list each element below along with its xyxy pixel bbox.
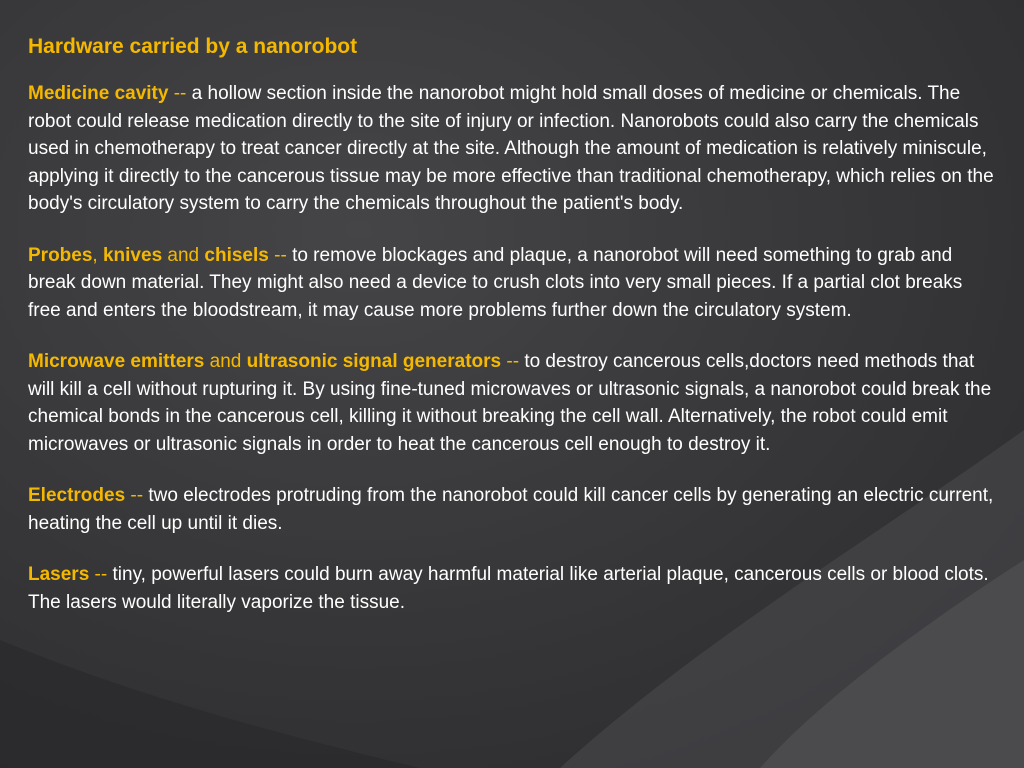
- paragraph-text: to destroy cancerous cells,doctors need methods that will kill a cell without rupturing it. By using fine-tuned microwaves or ultrasonic signals, a nanorobot could break the chemical bonds in the cancerous cell, killing it without breaking the cell wall. Alternatively, the robot could emit microwaves or ultrasonic signals in order to heat the cancerous cell enough to destroy it.: [28, 351, 992, 455]
- paragraph-probes: [28, 242, 998, 325]
- term-medicine-cavity: Medicine cavity: [28, 83, 169, 104]
- paragraph-text: to remove blockages and plaque, a nanorobot will need something to grab and break down material. They might also need a device to crush clots into very small pieces. If a partial clot breaks free and enters the bloodstream, it may cause more problems further down the circulatory system.: [28, 244, 963, 321]
- slide-title: Hardware carried by a nanorobot: [28, 35, 358, 58]
- term-knives: knives: [102, 244, 163, 266]
- paragraph-microwave: [28, 348, 998, 458]
- term-electrodes: Electrodes: [28, 485, 126, 506]
- slide-content: [28, 32, 998, 640]
- separator: --: [501, 351, 525, 372]
- comma: ,: [92, 244, 103, 266]
- term-lasers: Lasers: [28, 564, 90, 585]
- term-microwave-emitters: Microwave emitters: [28, 351, 205, 372]
- paragraph-text: tiny, powerful lasers could burn away harmful material like arterial plaque, cancerous cells or blood clots. The lasers would literally vaporize the tissue.: [28, 564, 989, 613]
- paragraph-text: two electrodes protruding from the nanorobot could kill cancer cells by generating an electric current, heating the cell up until it dies.: [28, 485, 994, 534]
- paragraph-text: a hollow section inside the nanorobot might hold small doses of medicine or chemicals. The robot could release medication directly to the site of injury or infection. Nanorobots could also carry the chemicals used in chemotherapy to treat cancer directly at the site. Although the amount of medication is relatively miniscule, applying it directly to the cancerous tissue may be more effective than traditional chemotherapy, which relies on the body's circulatory system to carry the chemicals throughout the patient's body.: [28, 83, 994, 214]
- term-probes: Probes: [28, 244, 93, 266]
- paragraph-medicine-cavity: [28, 80, 998, 218]
- separator: --: [89, 564, 113, 585]
- conjunction-and: and: [204, 351, 247, 372]
- conjunction-and: and: [162, 244, 205, 266]
- term-ultrasonic-generators: ultrasonic signal generators: [246, 351, 502, 372]
- separator: --: [168, 83, 192, 104]
- separator: --: [125, 485, 149, 506]
- paragraph-lasers: [28, 561, 998, 616]
- paragraph-electrodes: [28, 482, 998, 537]
- separator: --: [268, 244, 293, 266]
- term-chisels: chisels: [204, 244, 269, 266]
